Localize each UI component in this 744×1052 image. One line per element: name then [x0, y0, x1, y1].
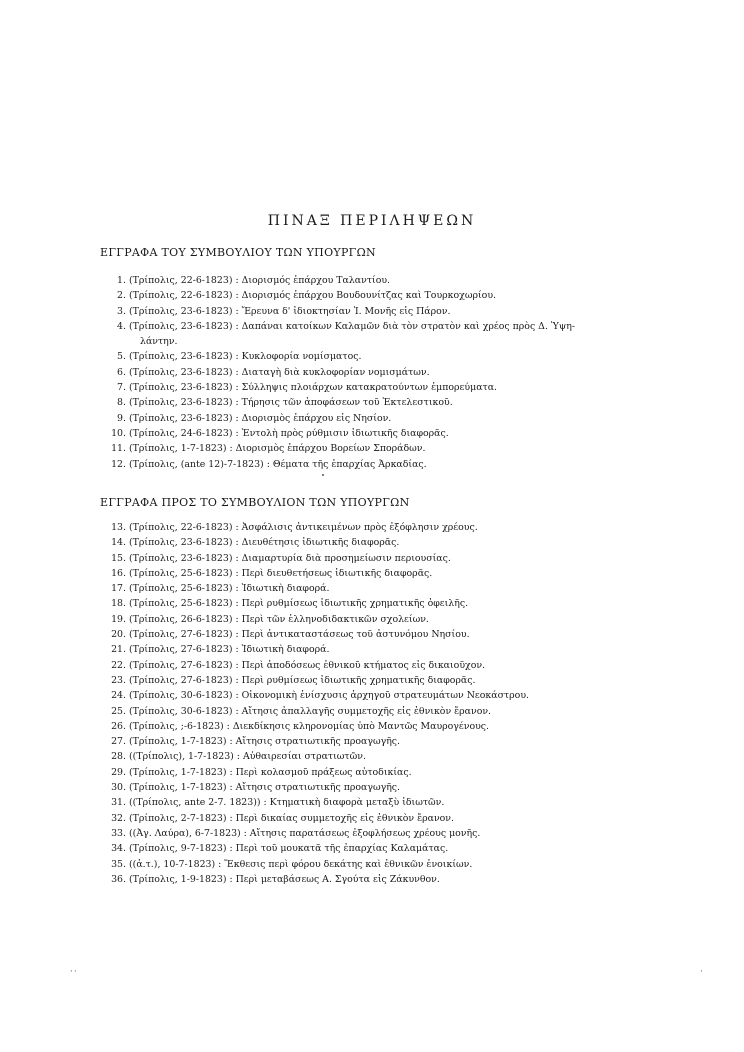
list-item [0, 365, 744, 380]
entry-number: 8. [117, 397, 126, 409]
entry-number: 33. [111, 827, 126, 839]
entry-summary-text: ((Τρίπολις), 1-7-1823) : Αὐθαιρεσίαι στρατιωτῶν. [129, 751, 366, 763]
entry-summary-text: (Τρίπολις, ;-6-1823) : Διεκδίκησις κληρονομίας ὑπὸ Μαντῶς Μαυρογένους. [129, 720, 490, 732]
entry-summary-text: (Τρίπολις, 1-7-1823) : Αἴτησις στρατιωτικῆς προαγωγῆς. [129, 736, 401, 748]
entry-summary [129, 734, 599, 749]
list-item [0, 581, 744, 596]
entry-summary-text: (Τρίπολις, 25-6-1823) : Ἰδιωτικὴ διαφορά. [129, 583, 330, 595]
entry-summary-text: (Τρίπολις, 9-7-1823) : Περὶ τοῦ μουκατᾶ τῆς ἐπαρχίας Καλαμάτας. [129, 843, 449, 855]
entry-number: 20. [111, 629, 126, 641]
entry-summary [129, 457, 599, 472]
entry-summary [129, 673, 599, 688]
list-item [0, 380, 744, 395]
list-item [0, 780, 744, 795]
entries-list-documents-to-council [0, 520, 744, 887]
list-item [0, 349, 744, 364]
list-item [0, 642, 744, 657]
entry-number: 21. [111, 644, 126, 656]
list-item [0, 566, 744, 581]
entry-number: 1. [117, 275, 126, 286]
entry-summary [129, 551, 599, 566]
section-heading-documents-to-council: ΕΓΓΡΑΦΑ ΠΡΟΣ ΤΟ ΣΥΜΒΟΥΛΙΟΝ ΤΩΝ ΥΠΟΥΡΓΩΝ [100, 496, 410, 509]
entry-summary-text: (Τρίπολις, 27-6-1823) : Ἰδιωτικὴ διαφορά. [129, 644, 330, 656]
list-item [0, 288, 744, 303]
entry-summary [129, 780, 599, 795]
list-item [0, 535, 744, 550]
page-title: ΠΙΝΑΞ ΠΕΡΙΛΗΨΕΩΝ [267, 213, 477, 229]
entry-summary-text: (Τρίπολις, 25-6-1823) : Περὶ διευθετήσεως ἰδιωτικῆς διαφορᾶς. [129, 567, 433, 579]
entry-summary-text: (Τρίπολις, 25-6-1823) : Περὶ ρυθμίσεως ἰδιωτικῆς χρηματικῆς ὀφειλῆς. [129, 598, 469, 610]
entry-number: 17. [111, 583, 126, 595]
entry-summary-text: (Τρίπολις, 23-6-1823) : Σύλληψις πλοιάρχων κατακρατούντων ἐμπορεύματα. [129, 382, 498, 394]
entry-summary [129, 627, 599, 642]
entry-number: 10. [111, 427, 126, 439]
entry-summary [129, 826, 599, 841]
entry-summary [129, 520, 599, 535]
list-item [0, 749, 744, 764]
section-heading-council-documents: ΕΓΓΡΑΦΑ ΤΟΥ ΣΥΜΒΟΥΛΙΟΥ ΤΩΝ ΥΠΟΥΡΓΩΝ [100, 246, 376, 259]
entry-summary-text: (Τρίπολις, 22-6-1823) : Διορισμός ἐπάρχου Ταλαντίου. [129, 275, 391, 286]
entry-summary-text: (Τρίπολις, 30-6-1823) : Οἰκονομικὴ ἐνίσχυσις ἀρχηγοῦ στρατευμάτων Νεοκάστρου. [129, 690, 530, 702]
entry-number: 26. [111, 720, 126, 732]
entry-number: 15. [111, 552, 126, 564]
list-item [0, 734, 744, 749]
entry-number: 6. [117, 366, 126, 378]
list-item [0, 319, 744, 350]
entry-number: 4. [117, 320, 126, 332]
list-item [0, 704, 744, 719]
margin-mark-right: · [700, 967, 704, 977]
entry-summary [129, 795, 599, 810]
margin-mark-left: ·· [70, 967, 78, 977]
entry-summary [129, 688, 599, 703]
list-item [0, 673, 744, 688]
list-item [0, 719, 744, 734]
entry-number: 28. [111, 751, 126, 763]
entry-summary [129, 581, 599, 596]
entry-summary [129, 872, 599, 887]
entry-number: 9. [117, 412, 126, 424]
entry-summary [129, 719, 599, 734]
entry-number: 25. [111, 705, 126, 717]
entry-summary-text: (Τρίπολις, 22-6-1823) : Διορισμός ἐπάρχου Βουδουνίτζας καὶ Τουρκοχωρίου. [129, 290, 496, 302]
entry-summary [129, 426, 599, 441]
entry-summary [129, 749, 599, 764]
stray-dot-mark [322, 474, 324, 476]
entry-number: 30. [111, 782, 126, 794]
list-item [0, 826, 744, 841]
entry-number: 2. [117, 290, 126, 302]
entry-summary-text: ((ἁ.τ.), 10-7-1823) : Ἔκθεσις περὶ φόρου δεκάτης καὶ ἐθνικῶν ἐνοικίων. [129, 858, 473, 870]
entry-summary-text: (Τρίπολις, 27-6-1823) : Περὶ ἀποδόσεως ἐθνικοῦ κτήματος εἰς δικαιοῦχον. [129, 659, 486, 671]
list-item [0, 627, 744, 642]
list-item [0, 841, 744, 856]
entry-summary-text: ((Τρίπολις, ante 2-7. 1823)) : Κτηματικὴ διαφορὰ μεταξὺ ἰδιωτῶν. [129, 797, 445, 809]
entry-summary-text: (Τρίπολις, 23-6-1823) : Διευθέτησις ἰδιωτικῆς διαφορᾶς. [129, 537, 400, 549]
entry-summary [129, 273, 599, 288]
entry-summary-text: (Τρίπολις, 30-6-1823) : Αἴτησις ἀπαλλαγῆς συμμετοχῆς εἰς ἐθνικὸν ἔρανον. [129, 705, 492, 717]
entry-summary-text: (Τρίπολις, 23-6-1823) : Δαπάναι κατοίκων Καλαμῶν διὰ τὸν στρατὸν καὶ χρέος πρὸς Δ. Ὑψη- [129, 320, 576, 332]
entry-summary-continuation: λάντην. [140, 336, 178, 348]
list-item [0, 395, 744, 410]
entry-summary [129, 612, 599, 627]
list-item [0, 551, 744, 566]
entry-number: 13. [111, 522, 126, 533]
entry-summary-text: (Τρίπολις, 23-6-1823) : Τήρησις τῶν ἀποφάσεων τοῦ Ἐκτελεστικοῦ. [129, 397, 453, 409]
entry-summary [129, 596, 599, 611]
entry-number: 3. [117, 305, 126, 317]
entry-summary-text: (Τρίπολις, (ante 12)-7-1823) : Θέματα τῆς ἐπαρχίας Ἀρκαδίας. [129, 458, 427, 470]
entry-summary [129, 642, 599, 657]
entry-summary-text: (Τρίπολις, 1-7-1823) : Περὶ κολασμοῦ πράξεως αὐτοδικίας. [129, 766, 412, 778]
list-item [0, 596, 744, 611]
entry-summary-text: (Τρίπολις, 22-6-1823) : Ἀσφάλισις ἀντικειμένων πρὸς ἐξόφλησιν χρέους. [129, 522, 478, 533]
entry-number: 35. [111, 858, 126, 870]
entry-number: 31. [111, 797, 126, 809]
list-item [0, 658, 744, 673]
entry-number: 22. [111, 659, 126, 671]
list-item [0, 688, 744, 703]
entry-summary-text: ((Ἀγ. Λαύρα), 6-7-1823) : Αἴτησις παρατάσεως ἐξοφλήσεως χρέους μονῆς. [129, 827, 481, 839]
entry-summary-text: (Τρίπολις, 24-6-1823) : Ἐντολὴ πρὸς ρύθμισιν ἰδιωτικῆς διαφορᾶς. [129, 427, 449, 439]
list-item [0, 857, 744, 872]
entry-number: 27. [111, 736, 126, 748]
entry-number: 5. [117, 351, 126, 363]
entry-number: 23. [111, 674, 126, 686]
entry-number: 12. [111, 458, 126, 470]
entry-summary-text: (Τρίπολις, 26-6-1823) : Περὶ τῶν ἑλληνοδιδακτικῶν σχολείων. [129, 613, 429, 625]
entry-summary-text: (Τρίπολις, 23-6-1823) : Διαμαρτυρία διὰ προσημείωσιν περιουσίας. [129, 552, 451, 564]
list-item [0, 612, 744, 627]
entry-summary [129, 411, 599, 426]
list-item [0, 457, 744, 472]
entry-summary-text: (Τρίπολις, 27-6-1823) : Περὶ ἀντικαταστάσεως τοῦ ἀστυνόμου Νησίου. [129, 629, 470, 641]
entry-summary [129, 349, 599, 364]
list-item [0, 872, 744, 887]
entries-list-council-documents [0, 273, 744, 472]
entry-summary [129, 380, 599, 395]
entry-summary-text: (Τρίπολις, 1-7-1823) : Αἴτησις στρατιωτικῆς προαγωγῆς. [129, 782, 401, 794]
entry-summary-text: (Τρίπολις, 2-7-1823) : Περὶ δικαίας συμμετοχῆς εἰς ἐθνικὸν ἔρανον. [129, 812, 454, 824]
entry-summary-text: (Τρίπολις, 23-6-1823) : Κυκλοφορία νομίσματος. [129, 351, 362, 363]
entry-summary [129, 535, 599, 550]
entry-summary-text: (Τρίπολις, 1-9-1823) : Περὶ μεταβάσεως Α. Σγούτα εἰς Ζάκυνθον. [129, 873, 440, 885]
entry-number: 34. [111, 843, 126, 855]
entry-number: 32. [111, 812, 126, 824]
entry-summary-text: (Τρίπολις, 23-6-1823) : Διαταγὴ διὰ κυκλοφορίαν νομισμάτων. [129, 366, 430, 378]
entry-number: 11. [111, 443, 126, 455]
entry-number: 29. [111, 766, 126, 778]
entry-summary [129, 658, 599, 673]
entry-summary [129, 395, 599, 410]
list-item [0, 273, 744, 288]
entry-summary [129, 319, 599, 350]
list-item [0, 520, 744, 535]
entry-summary [129, 811, 599, 826]
entry-summary-text: (Τρίπολις, 27-6-1823) : Περὶ ρυθμίσεως ἰδιωτικῆς χρηματικῆς διαφορᾶς. [129, 674, 476, 686]
list-item [0, 441, 744, 456]
entry-number: 7. [117, 382, 126, 394]
list-item [0, 304, 744, 319]
list-item [0, 765, 744, 780]
entry-number: 14. [111, 537, 126, 549]
entry-summary [129, 566, 599, 581]
entry-summary [129, 841, 599, 856]
entry-summary-text: (Τρίπολις, 23-6-1823) : Διορισμὸς ἐπάρχου εἰς Νησίον. [129, 412, 392, 424]
list-item [0, 795, 744, 810]
entry-summary-text: (Τρίπολις, 1-7-1823) : Διορισμὸς ἐπάρχου Βορείων Σποράδων. [129, 443, 426, 455]
list-item [0, 811, 744, 826]
entry-number: 18. [111, 598, 126, 610]
entry-summary [129, 304, 599, 319]
entry-summary [129, 441, 599, 456]
entry-number: 24. [111, 690, 126, 702]
entry-number: 16. [111, 567, 126, 579]
entry-summary [129, 765, 599, 780]
entry-summary-text: (Τρίπολις, 23-6-1823) : Ἔρευνα δ' ἰδιοκτησίαν Ἰ. Μονῆς εἰς Πάρον. [129, 305, 451, 317]
entry-number: 36. [111, 873, 126, 885]
list-item [0, 411, 744, 426]
list-item [0, 426, 744, 441]
entry-number: 19. [111, 613, 126, 625]
entry-summary [129, 365, 599, 380]
entry-summary [129, 288, 599, 303]
entry-summary [129, 704, 599, 719]
entry-summary [129, 857, 599, 872]
